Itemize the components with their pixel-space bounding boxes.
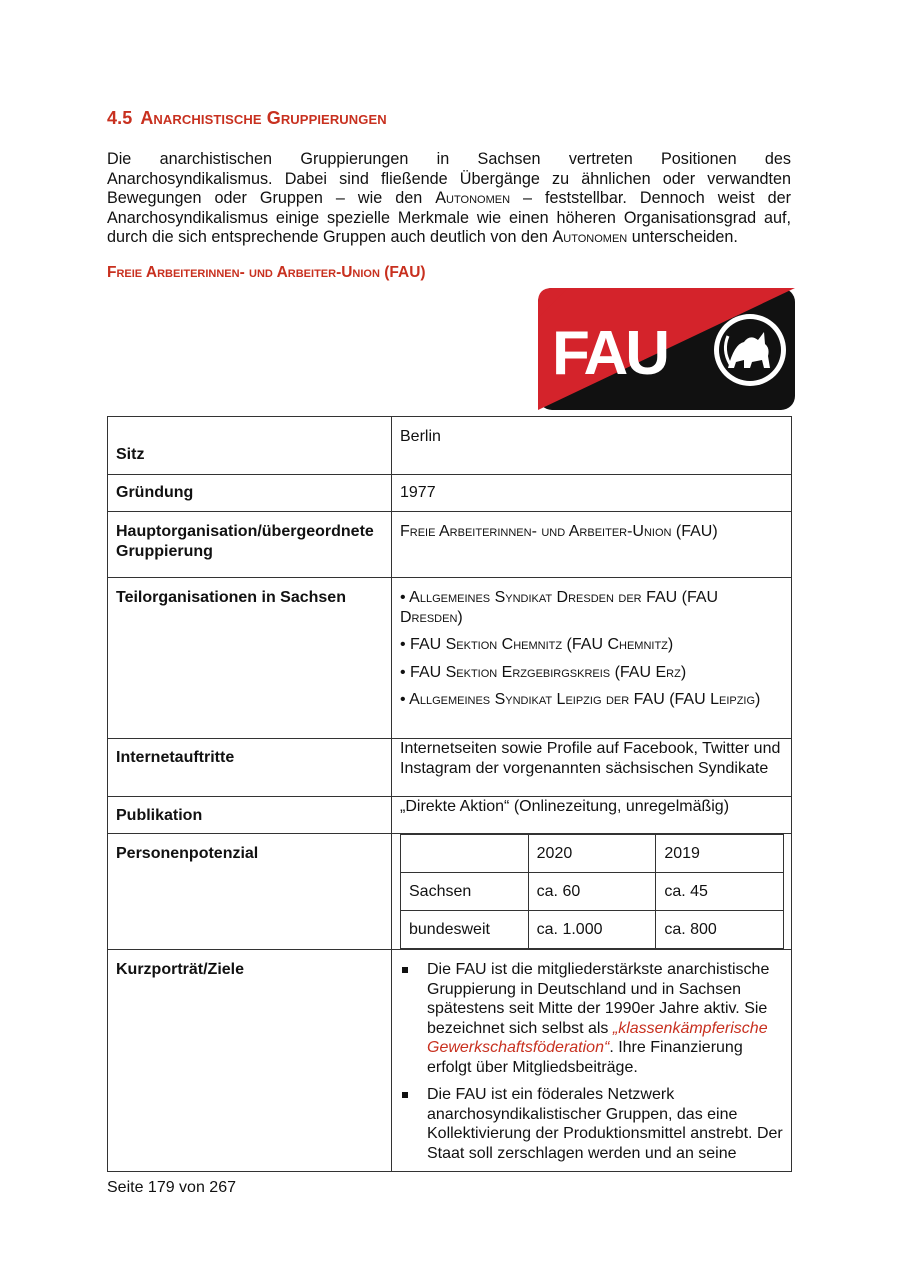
intro-term-autonomen-2: Autonomen xyxy=(552,228,628,247)
value-personenpotenzial xyxy=(392,834,792,950)
section-title: Anarchistische Gruppierungen xyxy=(140,108,387,128)
value-internetauftritte: Internetseiten sowie Profile auf Facebook, Twitter und Instagram der vorgenannten sächsischen Syndikate xyxy=(392,739,792,797)
year-header: 2020 xyxy=(528,835,656,873)
row-internetauftritte xyxy=(108,739,792,797)
row-gruendung xyxy=(108,475,792,512)
profile-table xyxy=(107,416,792,1172)
intro-text-3: unterscheiden. xyxy=(627,228,738,247)
value-hauptorganisation: Freie Arbeiterinnen- und Arbeiter-Union (FAU) xyxy=(392,512,792,578)
row-sitz xyxy=(108,417,792,475)
label-gruendung: Gründung xyxy=(108,475,392,512)
list-item: Die FAU ist die mitgliederstärkste anarchistische Gruppierung in Deutschland und in Sachsen spätestens seit Mitte der 1990er Jahre aktiv. Sie bezeichnet sich selbst als „klassenkämpferische Gewerkschaftsföderation“. Ihre Finanzierung erfolgt über Mitgliedsbeiträge. xyxy=(400,960,783,1077)
label-teilorganisationen: Teilorganisationen in Sachsen xyxy=(108,578,392,739)
logo-text: FAU xyxy=(552,319,667,388)
label-hauptorganisation: Hauptorganisation/übergeordnete Gruppierung xyxy=(108,512,392,578)
table-cell: ca. 1.000 xyxy=(528,911,656,949)
row-teilorganisationen xyxy=(108,578,792,739)
intro-paragraph xyxy=(107,150,791,248)
value-kurzportraet xyxy=(392,950,792,1172)
value-sitz: Berlin xyxy=(392,417,792,475)
row-hauptorganisation xyxy=(108,512,792,578)
intro-text-1: Die anarchistischen Gruppierungen in Sachsen vertreten Positionen des Anarchosyndikalismus. Dabei sind fließende Übergänge zu ähnlichen oder verwandten Bewegungen oder Gruppen – wie den xyxy=(107,150,791,208)
section-heading xyxy=(107,108,387,129)
row-personenpotenzial xyxy=(108,834,792,950)
table-row xyxy=(401,873,784,911)
label-personenpotenzial: Personenpotenzial xyxy=(108,834,392,950)
black-cat-icon xyxy=(714,314,786,386)
table-cell: ca. 45 xyxy=(656,873,784,911)
list-item: • Allgemeines Syndikat Dresden der FAU (FAU Dresden) xyxy=(400,589,719,626)
table-row xyxy=(401,835,784,873)
self-description-quote: „klassenkämpferische Gewerkschaftsföderation“ xyxy=(427,1019,768,1056)
table-cell: ca. 60 xyxy=(528,873,656,911)
section-number: 4.5 xyxy=(107,108,133,128)
table-row xyxy=(401,911,784,949)
value-teilorganisationen xyxy=(392,578,792,739)
page-footer: Seite 179 von 267 xyxy=(107,1179,236,1196)
table-cell: ca. 800 xyxy=(656,911,784,949)
row-publikation xyxy=(108,797,792,834)
bullet-square-icon xyxy=(402,1092,408,1098)
intro-text-2: – feststellbar. Dennoch weist der Anarchosyndikalismus einige spezielle Merkmale wie einen höheren Organisationsgrad auf, durch die sich entsprechende Gruppen auch deutlich von den xyxy=(107,189,791,247)
value-gruendung: 1977 xyxy=(392,475,792,512)
region-label: Sachsen xyxy=(401,873,529,911)
year-header: 2019 xyxy=(656,835,784,873)
row-kurzportraet xyxy=(108,950,792,1172)
fau-logo xyxy=(538,288,795,410)
list-item: Die FAU ist ein föderales Netzwerk anarchosyndikalistischer Gruppen, das eine Kollektivierung der Produktionsmittel anstrebt. Der Staat soll zerschlagen werden und an seine xyxy=(400,1085,783,1163)
organisation-heading: Freie Arbeiterinnen- und Arbeiter-Union (FAU) xyxy=(107,264,426,281)
list-item: • FAU Sektion Erzgebirgskreis (FAU Erz) xyxy=(400,663,687,681)
label-kurzportraet: Kurzporträt/Ziele xyxy=(108,950,392,1172)
label-sitz: Sitz xyxy=(108,417,392,475)
list-item: • FAU Sektion Chemnitz (FAU Chemnitz) xyxy=(400,636,674,653)
bullet-square-icon xyxy=(402,967,408,973)
list-item: • Allgemeines Syndikat Leipzig der FAU (FAU Leipzig) xyxy=(400,691,761,708)
region-label: bundesweit xyxy=(401,911,529,949)
personenpotenzial-table xyxy=(400,834,784,949)
value-publikation: „Direkte Aktion“ (Onlinezeitung, unregelmäßig) xyxy=(392,797,792,834)
teilorganisationen-list xyxy=(400,588,783,710)
label-publikation: Publikation xyxy=(108,797,392,834)
intro-term-autonomen-1: Autonomen xyxy=(435,189,511,208)
kurzportraet-list xyxy=(400,960,783,1163)
label-internetauftritte: Internetauftritte xyxy=(108,739,392,797)
